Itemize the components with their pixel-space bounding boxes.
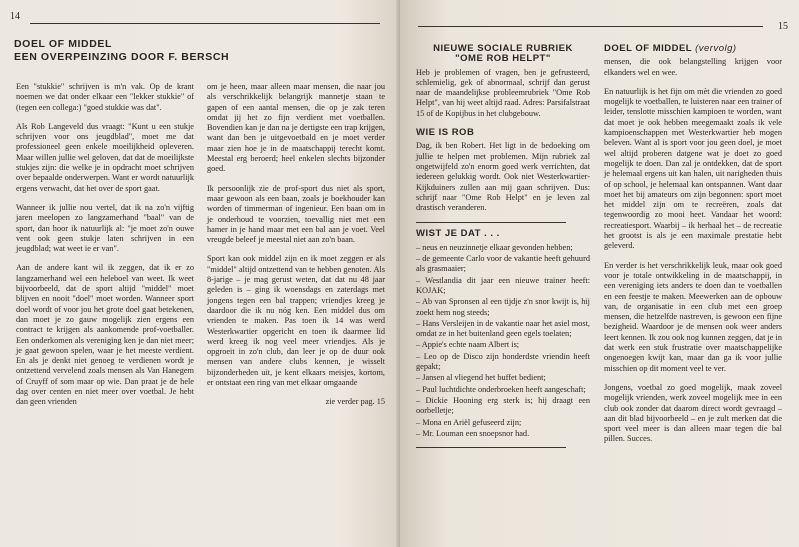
right-column-2 <box>604 44 782 454</box>
list-item: – Ab van Spronsen al een tijdje z'n snor kwijt is, hij zoekt hem nog steeds; <box>416 297 590 317</box>
wist-je-dat-list <box>416 243 590 439</box>
paragraph: Aan de andere kant wil ik zeggen, dat ik er zo langzamerhand wel een heleboel van weet. Ik weet bijvoorbeeld, dat de sport altijd "middel" moet blijven en nooit "doel" moet worden. Wanneer sport doel wordt of voor jou het grote doel gaat betekenen, dan moet je zo gauw mogelijk zien ergens een contract te krijgen als aankomende prof-voetballer. Een onderkomen als vereniging ken je dan niet meer; je gaat gewoon spelen, waar je het meeste verdient. En als je denkt niet genoeg te verdienen wordt je ontzettend vervelend zoals mensen als Van Hanegem of Cruyff of som maar op wie. Dan praat je de hele dag over centen en niet meer over voetbal. Je hebt dan geen vrienden <box>16 263 194 407</box>
list-item: – Paul luchtdichte onderbroeken heeft aangeschaft; <box>416 384 586 394</box>
paragraph: Jongens, voetbal zo goed mogelijk, maak zoveel mogelijk vrienden, werk zoveel mogelijk mee in een club ook zonder dat daarom direct wordt gevraagd – aan dit blad bijvoorbeeld – en je zult merken dat die sport veel meer is dan alleen maar tegen die bal pillen. Succes. <box>604 382 782 444</box>
paragraph: Als Rob Langeveld dus vraagt: "Kunt u een stukje schrijven voor ons jeugdblad", moet me dat professioneel geen enkele moeilijkheid opleveren. Maar willen jullie wel geloven, dat dat de moeilijkste stukjes zijn: die welke je in opdracht moet schrijven over bepaalde onderwerpen. Want er wordt natuurlijk ergens verwacht, dat het over de sport gaat. <box>16 121 194 193</box>
doel-vervolg-title <box>604 44 782 54</box>
paragraph: Sport kan ook middel zijn en ik moet zeggen er als "middel" altijd ontzettend van te hebben genoten. Als 8-jarige – je mag gerust weten, dat dat nu 48 jaar geleden is – ging ik woensdags en zaterdags met jongens tegen een bal trappen; vriendjes kreeg je daardoor die ik nu nóg ken. Een middel dus om vrienden te maken. Pas toen ik 14 was werd Westerkwartier opgericht en toen ik daarmee lid werd kreeg ik nog veel meer vriendjes. Als je opgroeit in zo'n club, dan leer je op de duur ook mensen van andere clubs kennen, je wisselt bijzonderheden uit, je kent elkaars meisjes, kortom, er ontstaat een ring van met elkaar omgaande <box>207 254 385 388</box>
wie-is-rob-text: Dag, ik ben Robert. Het ligt in de bedoeking om jullie te helpen met problemen. Mijn rubriek zal ongetwijfeld zo'n enorm goed werk verrichten, dat iedereen gelukkig wordt. Ook niet Westerkwartier-Kijkduiners zullen aan mij gaan schrijven. Dus: schrijf naar "Ome Rob Helpt" en je leven zal drastisch veranderen. <box>416 141 590 213</box>
article-title-line1: DOEL OF MIDDEL <box>14 38 113 50</box>
list-item: – Dickie Hooning erg sterk is; hij draagt een oorbelletje; <box>416 395 590 416</box>
paragraph: mensen, die ook belangstelling krijgen voor elkanders wel en wee. <box>604 57 782 77</box>
wist-je-dat-title: WIST JE DAT . . . <box>416 228 500 240</box>
left-column-2 <box>207 82 385 408</box>
bottom-divider <box>416 447 566 448</box>
list-item: – neus en neuzinnetje elkaar gevonden hebben; <box>416 242 573 252</box>
list-item: – Leo op de Disco zijn honderdste vriendin heeft gepakt; <box>416 351 590 372</box>
nieuwe-rubriek-title-line2: "OME ROB HELPT" <box>455 53 551 65</box>
top-rule-right <box>418 26 763 27</box>
list-item: – Jansen al vliegend het buffet bedient; <box>416 373 546 383</box>
article-title-line2: EEN OVERPEINZING DOOR F. BERSCH <box>14 51 230 63</box>
top-rule-left <box>30 23 380 24</box>
nieuwe-rubriek-title-line1: NIEUWE SOCIALE RUBRIEK <box>433 43 573 54</box>
paragraph: Wanneer ik jullie nou vertel, dat ik na zo'n vijftig jaren meelopen zo langzamerhand "baal" van de sport, dan hoor ik natuurlijk al: "je moet zo'n ouwe vent ook geen stukje laten schrijven in een jeugdblad; wat weet ie er van". <box>16 202 194 254</box>
wie-is-rob-title: WIE IS ROB <box>416 127 475 139</box>
list-item: – Appie's echte naam Albert is; <box>416 340 520 350</box>
continued-note: zie verder pag. 15 <box>325 397 385 407</box>
page-number-left: 14 <box>10 11 20 22</box>
paragraph: En verder is het verschrikkelijk leuk, maar ook goed voor je totale ontwikkeling in de maatschappij, in een vereniging iets anders te doen dan te voetballen en een feestje te maken. Meewerken aan de opbouw van, de organisatie in een club met een groep mensen, die hetzelfde nastreven, is gewoon een fijne bezigheid. Waardoor je de mensen ook weer anders leert kennen. Ik zou ook nog kunnen zeggen, dat je in dat werk een stuk frustratie over maatschappelijke ongenoegen kwijt kan, maar dan ga ik voor jullie misschien op dit moment veel te ver. <box>604 260 782 373</box>
right-column-1 <box>416 44 590 448</box>
list-item: – Hans Versleijen in de vakantie naar het asiel most, omdat ze in het buitenland geen egels toelaten; <box>416 318 590 339</box>
right-page <box>400 0 799 547</box>
list-item: – Mr. Louman een snoepsnor had. <box>416 428 530 438</box>
list-item: – de gemeente Carlo voor de vakantie heeft gehuurd als grasmaaier; <box>416 254 590 274</box>
paragraph: Een "stukkie" schrijven is m'n vak. Op de krant noemen we dat onder elkaar een "lekker stukkie" of (tegen een collega:) "goed stukkie was dat". <box>16 82 194 112</box>
doel-title-text: DOEL OF MIDDEL <box>604 43 692 54</box>
section-divider <box>416 222 566 223</box>
page-number-right: 15 <box>778 21 788 32</box>
nieuwe-rubriek-title <box>416 44 590 65</box>
list-item: – Mona en Ariël gefuseerd zijn; <box>416 417 522 427</box>
left-column-1 <box>16 82 194 417</box>
vervolg-label: (vervolg) <box>695 43 737 54</box>
list-item: – Westlandia dit jaar een nieuwe trainer heeft: KOJAK; <box>416 275 590 295</box>
paragraph: Ik persoonlijk zie de prof-sport dus niet als sport, maar gewoon als een baan, zoals je boekhouder kan worden of timmerman of ingenieur. Een baan om in je onderhoud te voorzien, toevallig niet met een hamer in je hand maar met een bal aan je voet. Veel vreugde beleef je meestal niet aan zo'n baan. <box>207 183 385 245</box>
article-title <box>14 38 394 64</box>
nieuwe-rubriek-text: Heb je problemen of vragen, ben je gefrusteerd, schlemielig, gek of abnormaal, schrijf dan gerust naar de maandelijkse probleemrubriek "Ome Rob Helpt", van hij weet altijd raad. Adres: Parsifalstraat 15 of de Kopijbus in het clubgebouw. <box>416 67 590 118</box>
paragraph: En natuurlijk is het fijn om mèt die vrienden zo goed mogelijk te voetballen, te luisteren naar een trainer of leider, tenslotte misschien kampioen te worden, want dat moet je ook hebben meegemaakt zoals ik vele kampioenschappen met Westerkwartier heb mogen beleven. Want al is sport voor jou geen doel, je moet wel altijd proberen datgene wat je doet zo goed mogelijk te doen. Dan zal je ontdekken, dat de sport je helemaal ergens uit kan halen, uit narigheden thuis of op school, je helemaal kan ontspannen. Want daar moet het bij amateurs om zijn begonnen: sport moet het middel zijn om te recreëren, zoals dat tegenwoordig zo mooi heet. Vandaar het woord: recreatiesport. Waarbij – ik herhaal het – de recreatie het grootst is als je een maximale prestatie hebt geleverd. <box>604 86 782 251</box>
paragraph: om je heen, maar alleen maar mensen, die naar jou als verschrikkelijk belangrijk mannetje staan te gapen of een aantal mensen, die op je zak teren omdat jij het zo fijn verdient met voetballen. Bovendien kan je dan na je dertigste een trap krijgen, want dan ben je uitgevoetbald en je moet verder maar zien hoe je in de maatschappij terecht komt. Meestal erg beroerd; heel enkelen slechts bijzonder goed. <box>207 82 385 174</box>
